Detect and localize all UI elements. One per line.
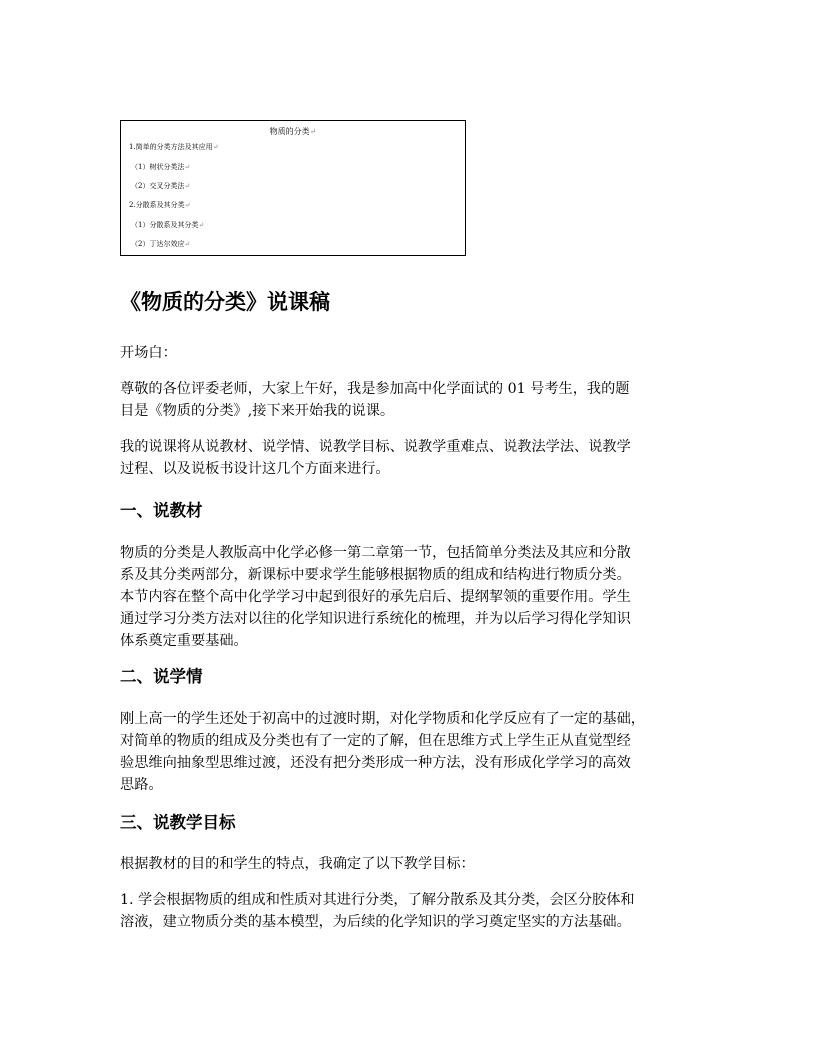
objective-1-paragraph (120, 889, 700, 933)
board-line: 2.分散系及其分类↵ (129, 201, 191, 209)
text-line: 1. 学会根据物质的组成和性质对其进行分类，了解分散系及其分类，会区分胶体和 (120, 892, 635, 908)
board-line: （1）树状分类法↵ (131, 163, 191, 171)
text-line: 目是《物质的分类》,接下来开始我的说课。 (120, 403, 395, 419)
text-line: 本节内容在整个高中化学学习中起到很好的承先启后、提纲挈领的重要作用。学生 (120, 589, 631, 605)
text-line: 对简单的物质的组成及分类也有了一定的了解，但在思维方式上学生正从直觉型经 (120, 733, 631, 749)
opening-label-text: 开场白： (120, 345, 177, 361)
text-line: 我的说课将从说教材、说学情、说教学目标、说教学重难点、说教法学法、说教学 (120, 439, 631, 455)
text-line: 通过学习分类方法对以往的化学知识进行系统化的梳理，并为以后学习得化学知识 (120, 611, 631, 627)
section-heading-objectives: 三、说教学目标 (120, 813, 236, 832)
board-design-image (120, 120, 466, 256)
text-line: 刚上高一的学生还处于初高中的过渡时期，对化学物质和化学反应有了一定的基础， (120, 711, 645, 727)
board-line: 1.简单的分类方法及其应用↵ (129, 143, 219, 151)
section-heading-textbook: 一、说教材 (120, 501, 203, 520)
students-paragraph (120, 708, 700, 796)
board-line: （2）交叉分类法↵ (131, 182, 191, 190)
section-heading-students: 二、说学情 (120, 667, 203, 686)
board-title: 物质的分类↵ (269, 127, 317, 136)
text-line: 思路。 (120, 777, 163, 793)
textbook-paragraph (120, 542, 700, 652)
text-line: 系及其分类两部分，新课标中要求学生能够根据物质的组成和结构进行物质分类。 (120, 567, 631, 583)
document-title: 《物质的分类》说课稿 (120, 289, 330, 314)
text-line: 过程、以及说板书设计这几个方面来进行。 (120, 461, 390, 477)
board-line: （2）丁达尔效应↵ (131, 240, 191, 248)
board-line: （1）分散系及其分类↵ (131, 221, 205, 229)
text-line: 体系奠定重要基础。 (120, 633, 248, 649)
opening-label (120, 342, 700, 364)
text-line: 溶液，建立物质分类的基本模型，为后续的化学知识的学习奠定坚实的方法基础。 (120, 914, 631, 930)
text-line: 物质的分类是人教版高中化学必修一第二章第一节，包括简单分类法及其应和分散 (120, 545, 631, 561)
objectives-intro (120, 853, 700, 875)
text-line: 尊敬的各位评委老师，大家上午好，我是参加高中化学面试的 01 号考生，我的题 (120, 381, 630, 397)
text-line: 根据教材的目的和学生的特点，我确定了以下教学目标： (120, 856, 475, 872)
text-line: 验思维向抽象型思维过渡，还没有把分类形成一种方法，没有形成化学学习的高效 (120, 755, 631, 771)
greeting-paragraph (120, 378, 700, 422)
outline-paragraph (120, 436, 700, 480)
